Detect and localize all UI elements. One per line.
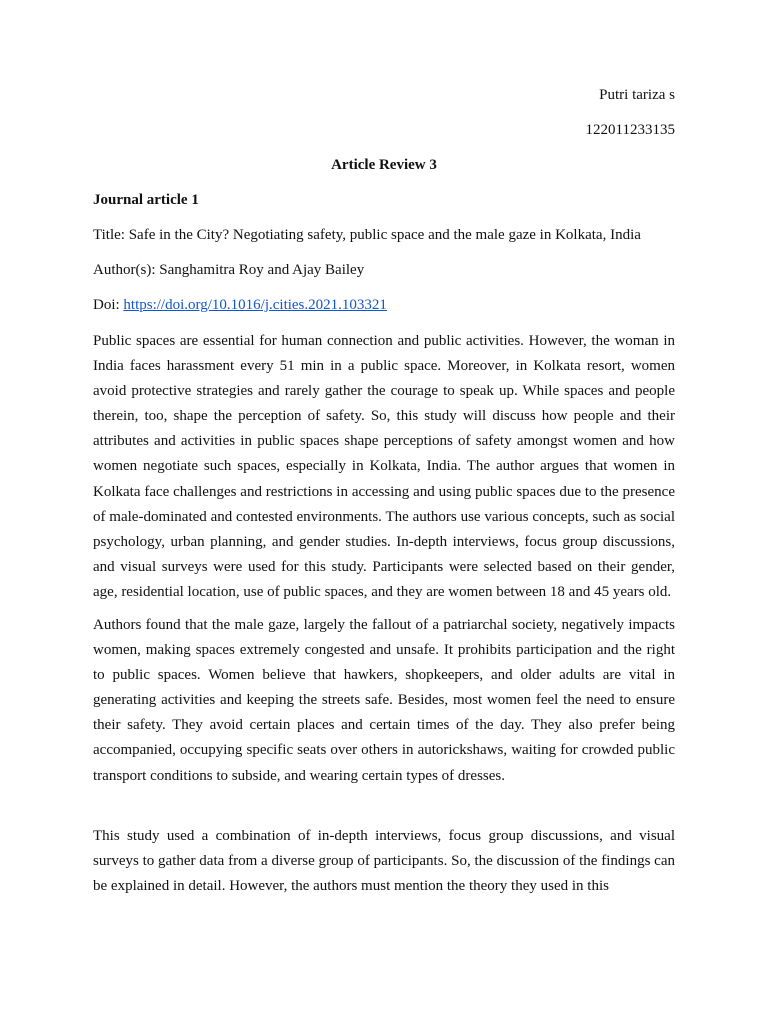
document-title: Article Review 3: [331, 157, 437, 173]
paragraph-1: Public spaces are essential for human connection and public activities. However, the woman in India faces harassment every 51 min in a public space. Moreover, in Kolkata resort, women avoid protective strategies and rarely gather the courage to speak up. While spaces and people therein, too, shape the perception of safety. So, this study will discuss how people and their attributes and activities in public spaces shape perceptions of safety amongst women and how women negotiate such spaces, especially in Kolkata, India. The author argues that women in Kolkata face challenges and restrictions in accessing and using public spaces due to the presence of male-dominated and contested environments. The authors use various concepts, such as social psychology, urban planning, and gender studies. In-depth interviews, focus group discussions, and visual surveys were used for this study. Participants were selected based on their gender, age, residential location, use of public spaces, and they are women between 18 and 45 years old.: [93, 333, 675, 600]
paragraph-3: This study used a combination of in-depth interviews, focus group discussions, and visual surveys to gather data from a diverse group of participants. So, the discussion of the findings can be explained in detail. However, the authors must mention the theory they used in this: [93, 828, 675, 895]
doi-line: [93, 297, 387, 314]
student-id: 122011233135: [585, 122, 675, 138]
doi-label: Doi:: [93, 297, 124, 313]
author-name: Putri tariza s: [599, 87, 675, 103]
section-heading: Journal article 1: [93, 192, 199, 208]
article-title-line: Title: Safe in the City? Negotiating safety, public space and the male gaze in Kolkata, India: [93, 227, 641, 243]
article-authors-line: Author(s): Sanghamitra Roy and Ajay Bailey: [93, 262, 365, 278]
doi-link[interactable]: https://doi.org/10.1016/j.cities.2021.103321: [123, 297, 387, 313]
paragraph-2: Authors found that the male gaze, largely the fallout of a patriarchal society, negatively impacts women, making spaces extremely congested and unsafe. It prohibits participation and the right to public spaces. Women believe that hawkers, shopkeepers, and older adults are vital in generating activities and keeping the streets safe. Besides, most women feel the need to ensure their safety. They avoid certain places and certain times of the day. They also prefer being accompanied, occupying specific seats over others in autorickshaws, waiting for crowded public transport conditions to subside, and wearing certain types of dresses.: [93, 617, 675, 784]
